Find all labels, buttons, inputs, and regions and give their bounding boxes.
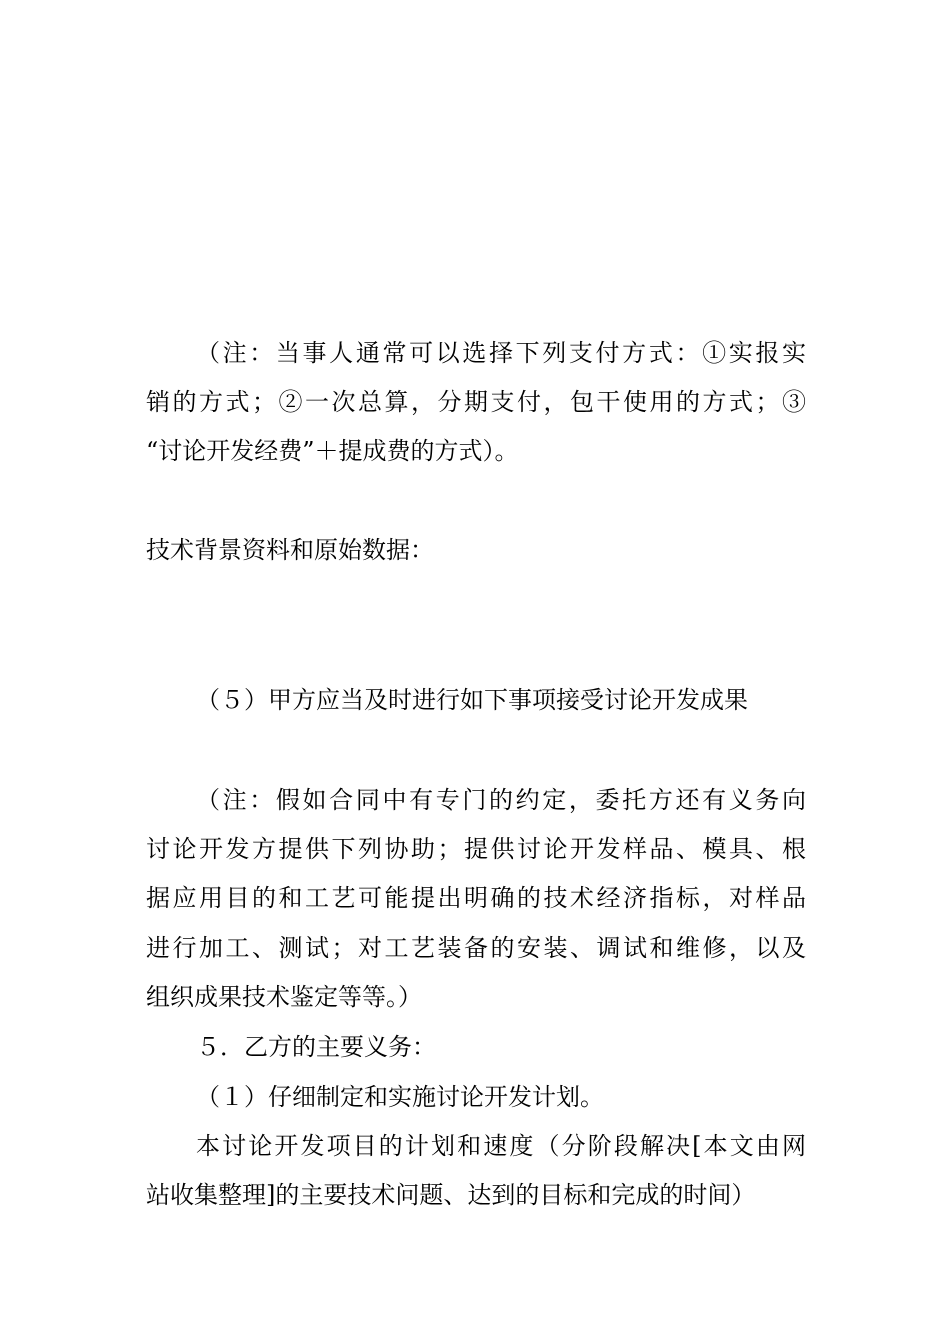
clause-5-line-2 <box>146 731 806 771</box>
section-5-item-1: （１）仔细制定和实施讨论开发计划。 <box>196 1083 604 1111</box>
clause-3-line-1 <box>196 481 806 521</box>
plan-line-2: 站收集整理]的主要技术问题、达到的目标和完成的时间） <box>146 1181 756 1209</box>
note-2-line-3: 据应用目的和工艺可能提出明确的技术经济指标，对样品 <box>146 884 806 912</box>
note-1-line-2: 销的方式；②一次总算，分期支付，包干使用的方式；③ <box>146 388 806 416</box>
plan-line-1: 本讨论开发项目的计划和速度（分阶段解决[本文由网 <box>196 1132 806 1160</box>
note-2-line-5: 组织成果技术鉴定等等。） <box>146 983 422 1011</box>
clause-3-line-2: 技术背景资料和原始数据： <box>146 536 434 564</box>
clause-4-line-2 <box>146 632 806 672</box>
note-2-line-2: 讨论开发方提供下列协助；提供讨论开发样品、模具、根 <box>146 835 806 863</box>
section-5-heading: ５．乙方的主要义务： <box>196 1033 436 1061</box>
note-2-line-1: （注：假如合同中有专门的约定，委托方还有义务向 <box>196 786 806 814</box>
clause-2-line-2 <box>146 283 806 323</box>
note-1-line-3: “讨论开发经费”＋提成费的方式）。 <box>146 437 519 465</box>
clause-5-line-1: （５）甲方应当及时进行如下事项接受讨论开发成果 <box>196 686 748 714</box>
fee-line-2 <box>196 180 806 220</box>
fee-line-1 <box>196 130 806 170</box>
clause-4-line-1 <box>196 582 806 622</box>
clause-2-line-1 <box>196 232 806 272</box>
note-1-line-1: （注：当事人通常可以选择下列支付方式：①实报实 <box>196 339 806 367</box>
note-2-line-4: 进行加工、测试；对工艺装备的安装、调试和维修，以及 <box>146 934 806 962</box>
